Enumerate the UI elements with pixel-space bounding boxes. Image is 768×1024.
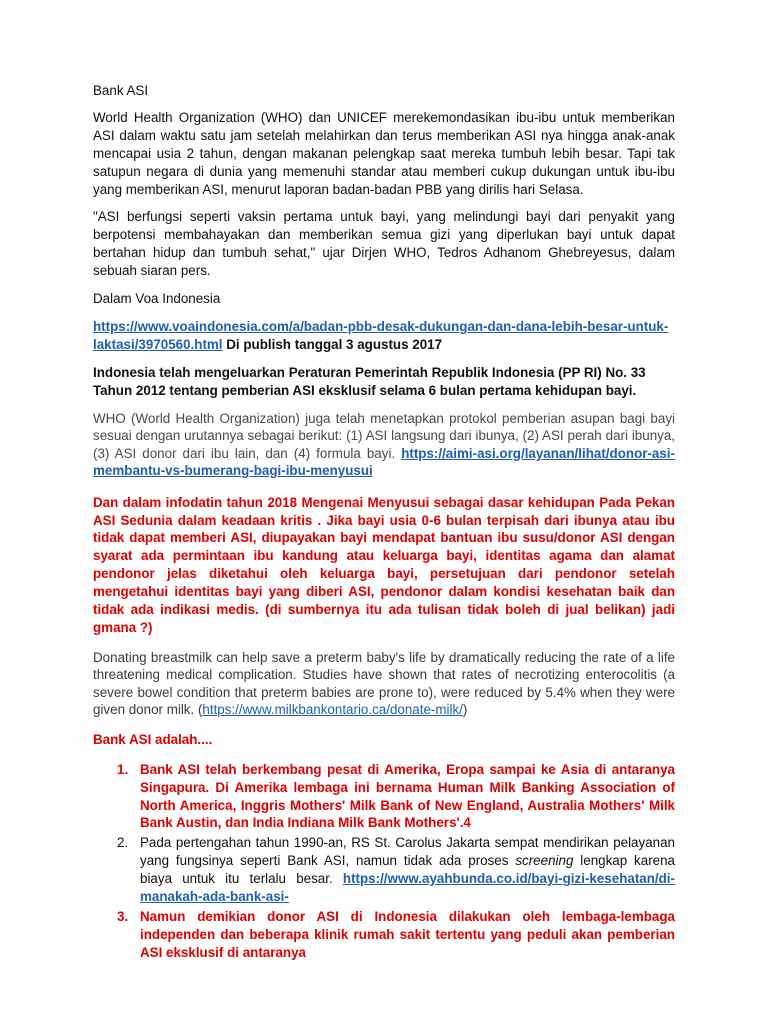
paragraph-who-unicef: World Health Organization (WHO) dan UNICEF merekemondasikan ibu-ibu untuk memberikan ASI dalam waktu satu jam setelah melahirkan dan terus memberikan ASI nya hingga anak-anak mencapai usia 2 tahun, dengan makanan pelengkap saat mereka tumbuh lebih besar. Tapi tak satupun negara di dunia yang memenuhi standar atau memberi cukup dukungan untuk ibu-ibu yang memberikan ASI, menurut laporan badan-badan PBB yang dirilis hari Selasa. <box>93 109 675 197</box>
paragraph-voa-link <box>93 318 675 354</box>
list-item-text: Pada pertengahan tahun 1990-an, RS St. Carolus Jakarta sempat mendirikan pelayanan yang fungsinya seperti Bank ASI, namun tidak ada proses <box>140 835 675 869</box>
list-number: 3. <box>117 909 129 924</box>
ayahbunda-link[interactable]: https://www.ayahbunda.co.id/bayi-gizi-kesehatan/di-manakah-ada-bank-asi- <box>140 871 675 905</box>
publish-date-text: Di publish tanggal 3 agustus 2017 <box>222 336 443 352</box>
paragraph-who-protocol <box>93 410 675 480</box>
list-item-text-cont: lengkap karena biaya untuk itu terlalu besar. <box>140 853 675 887</box>
aimi-link[interactable]: https://aimi-asi.org/layanan/lihat/donor-asi-membantu-vs-bumerang-bagi-ibu-menyusui <box>93 445 675 479</box>
list-item-text: Bank ASI telah berkembang pesat di Amerika, Eropa sampai ke Asia di antaranya Singapura. Di Amerika lembaga ini bernama Human Milk Banking Association of North America, Inggris Mothers' Milk Bank of New England, Australia Mothers' Milk Bank Austin, dan India Indiana Milk Bank Mothers'.4 <box>140 761 675 831</box>
who-protocol-text: WHO (World Health Organization) juga telah menetapkan protokol pemberian asupan bagi bayi sesuai dengan urutannya sebagai berikut: (1) ASI langsung dari ibunya, (2) ASI perah dari ibunya, (3) ASI donor dari ibu lain, dan (4) formula bayi. <box>93 410 675 461</box>
paragraph-pp-ri: Indonesia telah mengeluarkan Peraturan Pemerintah Republik Indonesia (PP RI) No. 33 Tahun 2012 tentang pemberian ASI eksklusif selama 6 bulan pertama kehidupan bayi. <box>93 364 646 398</box>
paragraph-infodatin: Dan dalam infodatin tahun 2018 Mengenai Menyusui sebagai dasar kehidupan Pada Pekan ASI Sedunia dalam keadaan kritis . Jika bayi usia 0-6 bulan terpisah dari ibunya atau ibu tidak dapat memberi ASI, diupayakan bayi mendapat bantuan ibu susu/donor ASI dengan syarat ada permintaan ibu kandung atau keluarga bayi, identitas agama dan alamat pendonor jelas diketahui oleh keluarga bayi, persetujuan dari pendonor setelah mengetahui identitas bayi yang diberi ASI, pendonor dalam kondisi kesehatan baik dan tidak ada indikasi medis. (di sumbernya itu ada tulisan tidak boleh di jual belikan) jadi gmana ?) <box>93 494 675 635</box>
paragraph-donating <box>93 649 675 719</box>
list-item-emphasis: screening <box>515 853 574 869</box>
list-item <box>93 908 675 962</box>
voa-link[interactable]: https://www.voaindonesia.com/a/badan-pbb-desak-dukungan-dan-dana-lebih-besar-untuk-laktasi/3970560.html <box>93 318 669 352</box>
numbered-list <box>93 761 675 962</box>
donating-end: ) <box>462 702 468 718</box>
milkbank-link[interactable]: https://www.milkbankontario.ca/donate-milk/ <box>202 702 463 718</box>
list-item-text: Namun demikian donor ASI di Indonesia dilakukan oleh lembaga-lembaga independen dan beberapa klinik rumah sakit tertentu yang peduli akan pemberian ASI eksklusif di antaranya <box>140 909 675 960</box>
paragraph-source: Dalam Voa Indonesia <box>93 291 221 307</box>
list-number: 1. <box>117 761 129 777</box>
paragraph-bank-asi-adalah: Bank ASI adalah.... <box>93 731 213 747</box>
list-item <box>93 761 675 833</box>
doc-title: Bank ASI <box>93 83 149 98</box>
document-page <box>93 82 675 964</box>
donating-text: Donating breastmilk can help save a preterm baby's life by dramatically reducing the rate of a life threatening medical complication. Studies have shown that rates of necrotizing enterocolitis (a severe bowel condition that preterm babies are prone to), were reduced by 5.4% when they were given donor milk. ( <box>93 649 675 718</box>
list-number: 2. <box>117 835 129 851</box>
list-item <box>93 834 675 906</box>
paragraph-quote: "ASI berfungsi seperti vaksin pertama untuk bayi, yang melindungi bayi dari penyakit yang berpotensi membahayakan dan memberikan semua gizi yang diperlukan bayi untuk dapat bertahan hidup dan tumbuh sehat," ujar Dirjen WHO, Tedros Adhanom Ghebreyesus, dalam sebuah siaran pers. <box>93 209 675 279</box>
